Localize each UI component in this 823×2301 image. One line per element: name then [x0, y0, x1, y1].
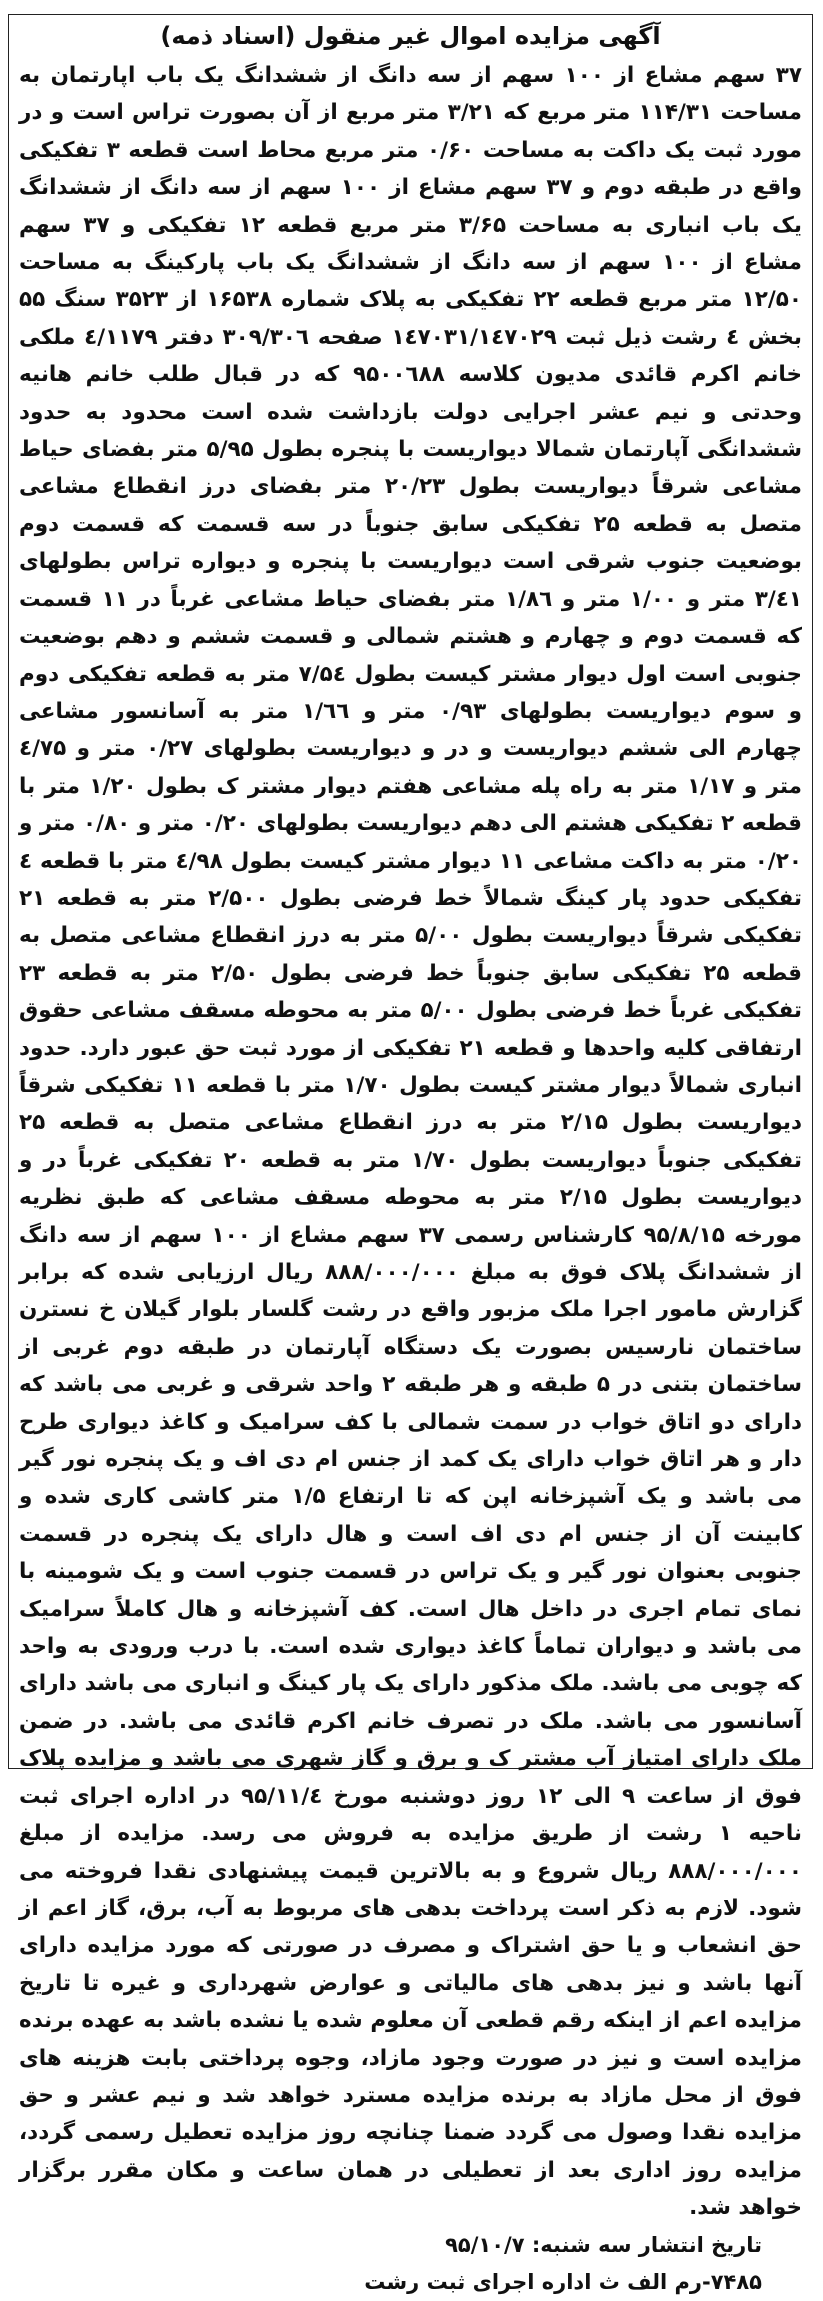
publish-date: تاریخ انتشار سه شنبه: ۹۵/۱۰/۷	[445, 2232, 762, 2257]
notice-body: ۳۷ سهم مشاع از ۱۰۰ سهم از سه دانگ از ششدانگ یک باب اپارتمان به مساحت ۱۱۴/۳۱ متر مربع که ۳/۲۱ متر مربع از آن بصورت تراس است و در مورد ثبت یک داکت به مساحت ۰/۶۰ متر مربع محاط است قطعه ۳ تفکیکی واقع در طبقه دوم و ۳۷ سهم مشاع از ۱۰۰ سهم از سه دانگ از ششدانگ یک باب انباری به مساحت ۳/۶۵ متر مربع قطعه ۱۲ تفکیکی و ۳۷ سهم مشاع از ۱۰۰ سهم از سه دانگ از ششدانگ یک باب پارکینگ به مساحت ۱۲/۵۰ متر مربع قطعه ۲۲ تفکیکی به پلاک شماره ۱۶۵۳۸ از ۳۵۲۳ سنگ ۵۵ بخش ٤ رشت ذیل ثبت ۱٤۷۰۳۱/۱٤۷۰۲۹ صفحه ۳۰۹/۳۰٦ دفتر ٤/۱۱۷۹ ملکی خانم اکرم قائدی مدیون کلاسه ۹۵۰۰٦۸۸ که در قبال طلب خانم هانیه وحدتی و نیم عشر اجرایی دولت بازداشت شده است محدود به حدود ششدانگی آپارتمان شمالا دیواریست با پنجره بطول ۵/۹۵ متر بفضای حیاط مشاعی شرقاً دیواریست بطول ۲۰/۲۳ متر بفضای درز انقطاع مشاعی متصل به قطعه ۲۵ تفکیکی سابق جنوباً در سه قسمت که قسمت دوم بوضعیت جنوب شرقی است دیواریست با پنجره و دیواره تراس بطولهای ۳/٤۱ متر و ۱/۰۰ متر و ۱/۸٦ متر بفضای حیاط مشاعی غرباً در ۱۱ قسمت که قسمت دوم و چهارم و هشتم شمالی و قسمت ششم و دهم بوضعیت جنوبی است اول دیوار مشتر کیست بطول ۷/۵٤ متر به قطعه تفکیکی دوم و سوم دیواریست بطولهای ۰/۹۳ متر و ۱/٦٦ متر به آسانسور مشاعی چهارم الی ششم دیواریست و در و دیواریست بطولهای ۰/۲۷ متر و ٤/۷۵ متر و ۱/۱۷ متر به راه پله مشاعی هفتم دیوار مشتر ک بطول ۱/۲۰ متر با قطعه ۲ تفکیکی هشتم الی دهم دیواریست بطولهای ۰/۲۰ متر و ۰/۸۰ متر و ۰/۲۰ متر به داکت مشاعی ۱۱ دیوار مشتر کیست بطول ٤/۹۸ متر با قطعه ٤ تفکیکی حدود پار کینگ شمالاً خط فرضی بطول ۲/۵۰۰ متر به قطعه ۲۱ تفکیکی شرقاً دیواریست بطول ۵/۰۰ متر به درز انقطاع مشاعی متصل به قطعه ۲۵ تفکیکی سابق جنوباً خط فرضی بطول ۲/۵۰ متر به قطعه ۲۳ تفکیکی غرباً خط فرضی بطول ۵/۰۰ متر به محوطه مسقف مشاعی حقوق ارتفاقی کلیه واحدها و قطعه ۲۱ تفکیکی از مورد ثبت حق عبور دارد. حدود انباری شمالاً دیوار مشتر کیست بطول ۱/۷۰ متر با قطعه ۱۱ تفکیکی شرقاً دیواریست بطول ۲/۱۵ متر به درز انقطاع مشاعی متصل به قطعه ۲۵ تفکیکی جنوباً دیواریست بطول ۱/۷۰ متر به قطعه ۲۰ تفکیکی غرباً در و دیواریست بطول ۲/۱۵ متر به محوطه مسقف مشاعی که طبق نظریه مورخه ۹۵/۸/۱۵ کارشناس رسمی ۳۷ سهم مشاع از ۱۰۰ سهم از سه دانگ از ششدانگ پلاک فوق به مبلغ ۸۸۸/۰۰۰/۰۰۰ ریال ارزیابی شده که برابر گزارش مامور اجرا ملک مزبور واقع در رشت گلسار بلوار گیلان خ نسترن ساختمان نارسیس بصورت یک دستگاه آپارتمان در طبقه دوم غربی از ساختمان بتنی در ۵ طبقه و هر طبقه ۲ واحد شرقی و غربی می باشد که دارای دو اتاق خواب در سمت شمالی با کف سرامیک و کاغذ دیواری طرح دار و هر اتاق خواب دارای یک کمد از جنس ام دی اف و یک پنجره نور گیر می باشد و یک آشپزخانه اپن که تا ارتفاع ۱/۵ متر کاشی کاری شده و کابینت آن از جنس ام دی اف است و هال دارای یک پنجره در قسمت جنوبی بعنوان نور گیر و یک تراس در قسمت جنوب است و یک شومینه با نمای تمام اجری در داخل هال است. کف آشپزخانه و هال کاملاً سرامیک می باشد و دیواران تماماً کاغذ دیواری شده است. با درب ورودی به واحد که چوبی می باشد. ملک مذکور دارای یک پار کینگ و انباری می باشد دارای آسانسور می باشد. ملک در تصرف خانم اکرم قائدی می باشد. در ضمن ملک دارای امتیاز آب مشتر ک و برق و گاز شهری می باشد و مزایده پلاک فوق از ساعت ۹ الی ۱۲ روز دوشنبه مورخ ۹۵/۱۱/٤ در اداره اجرای ثبت ناحیه ۱ رشت از طریق مزایده به فروش می رسد. مزایده از مبلغ ۸۸۸/۰۰۰/۰۰۰ ریال شروع و به بالاترین قیمت پیشنهادی نقدا فروخته می شود. لازم به ذکر است پرداخت بدهی های مربوط به آب، برق، گاز اعم از حق انشعاب و یا حق اشتراک و مصرف در صورتی که مورد مزایده دارای آنها باشد و نیز بدهی های مالیاتی و عوارض شهرداری و غیره تا تاریخ مزایده اعم از اینکه رقم قطعی آن معلوم شده یا نشده باشد به عهده برنده مزایده است و نیز در صورت وجود مازاد، وجوه پرداختی بابت هزینه های فوق از محل مازاد به برنده مزایده مسترد خواهد شد و نیم عشر و حق مزایده نقدا وصول می گردد ضمنا چنانچه روز مزایده تعطیل رسمی گردد، مزایده روز اداری بعد از تعطیلی در همان ساعت و مکان مقرر برگزار خواهد شد.	[19, 63, 803, 2221]
office-reference: ۷۴۸۵-رم الف ث اداره اجرای ثبت رشت	[364, 2269, 762, 2294]
notice-title: آگهی مزایده اموال غیر منقول (اسناد ذمه)	[160, 22, 661, 50]
auction-notice	[8, 14, 813, 2294]
